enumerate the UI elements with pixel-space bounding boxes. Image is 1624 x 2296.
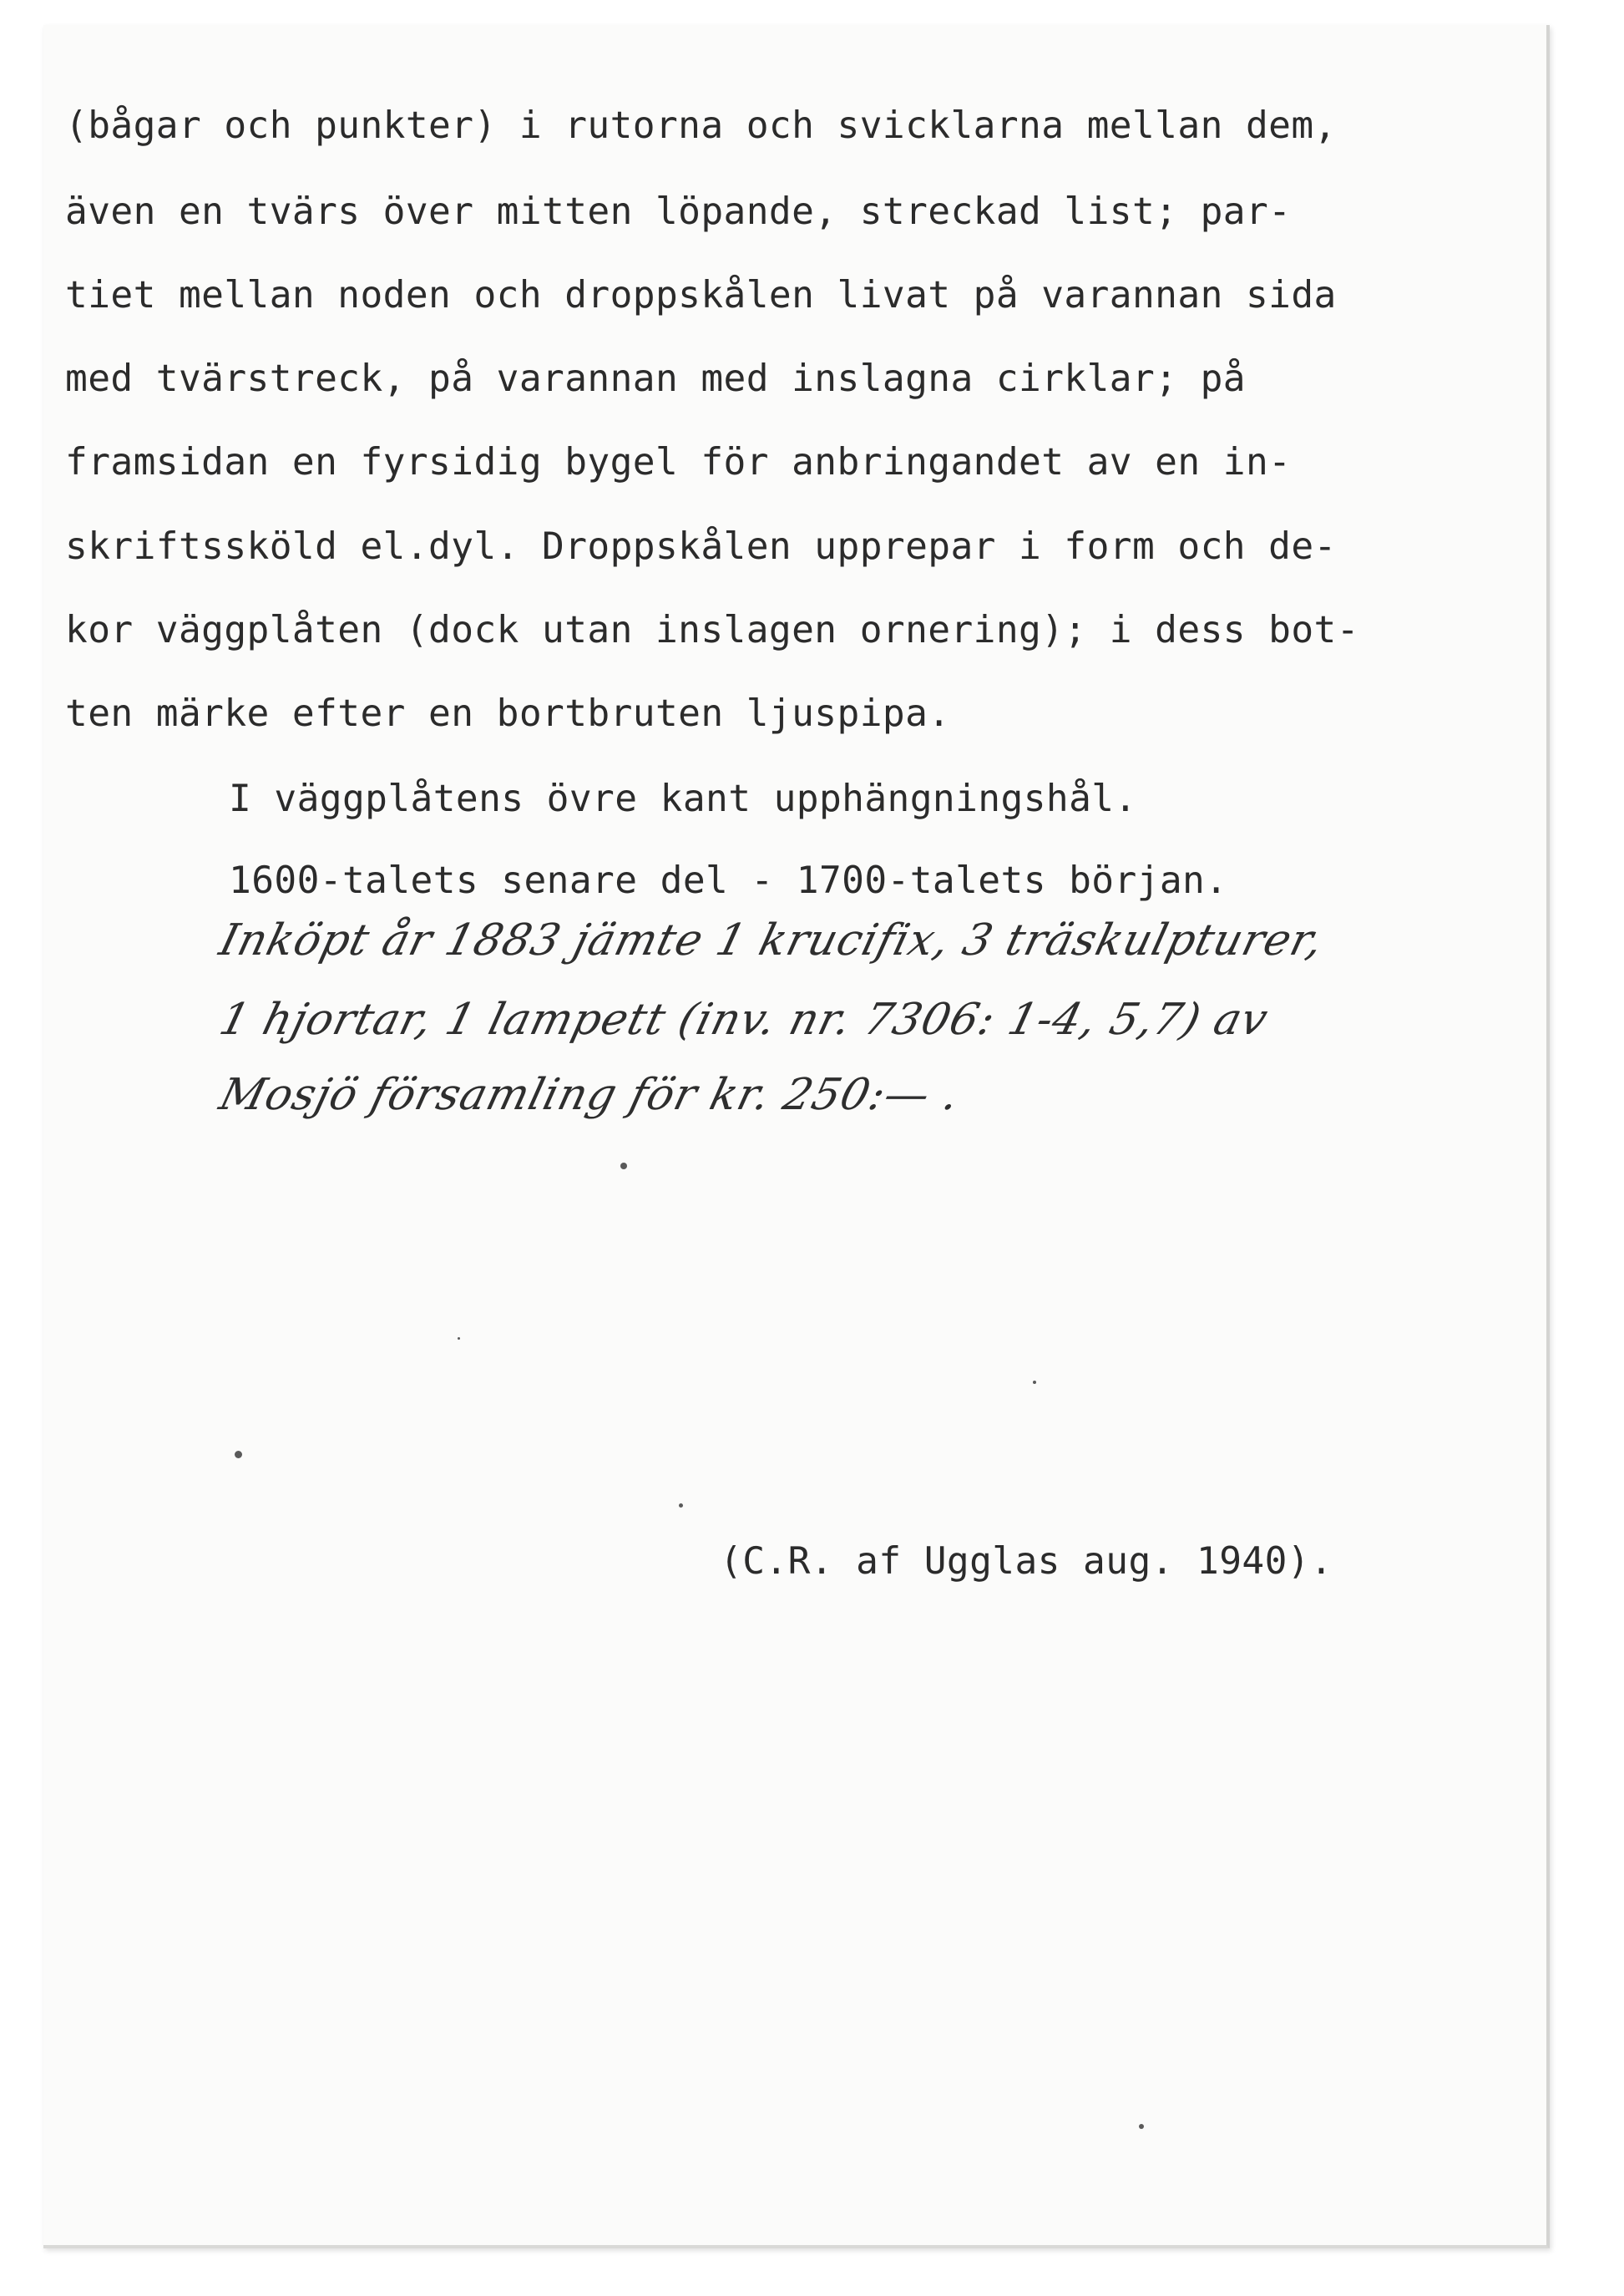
handwritten-line-2: 1 hjortar, 1 lampett (inv. nr. 7306: 1-4, 5,7) av — [215, 995, 1273, 1045]
paper-speck — [1033, 1381, 1036, 1384]
paper-speck — [620, 1163, 627, 1169]
typed-line-8: ten märke efter en bortbruten ljuspipa. — [65, 692, 951, 735]
handwritten-line-3: Mosjö församling för kr. 250:— . — [215, 1070, 965, 1120]
paper-speck — [1139, 2124, 1144, 2129]
typed-line-4: med tvärstreck, på varannan med inslagna cirklar; på — [65, 357, 1246, 400]
paper-speck — [679, 1503, 683, 1508]
typed-line-5: framsidan en fyrsidig bygel för anbringandet av en in- — [65, 441, 1292, 484]
typed-line-6: skriftssköld el.dyl. Droppskålen upprepar i form och de- — [65, 525, 1337, 568]
typed-line-3: tiet mellan noden och droppskålen livat på varannan sida — [65, 274, 1337, 317]
typed-line-1: (bågar och punkter) i rutorna och svicklarna mellan dem, — [65, 104, 1337, 147]
author-signature: (C.R. af Ugglas aug. 1940). — [720, 1540, 1333, 1583]
handwritten-line-1: Inköpt år 1883 jämte 1 krucifix, 3 träskulpturer, — [215, 915, 1329, 966]
typed-line-2: även en tvärs över mitten löpande, streckad list; par- — [65, 190, 1292, 233]
typed-paragraph-2: I väggplåtens övre kant upphängningshål. — [229, 778, 1137, 820]
typed-line-7: kor väggplåten (dock utan inslagen ornering); i dess bot- — [65, 609, 1359, 651]
dating-line: 1600-talets senare del - 1700-talets början. — [229, 859, 1228, 902]
paper-speck — [458, 1337, 460, 1340]
paper-speck — [235, 1451, 242, 1458]
